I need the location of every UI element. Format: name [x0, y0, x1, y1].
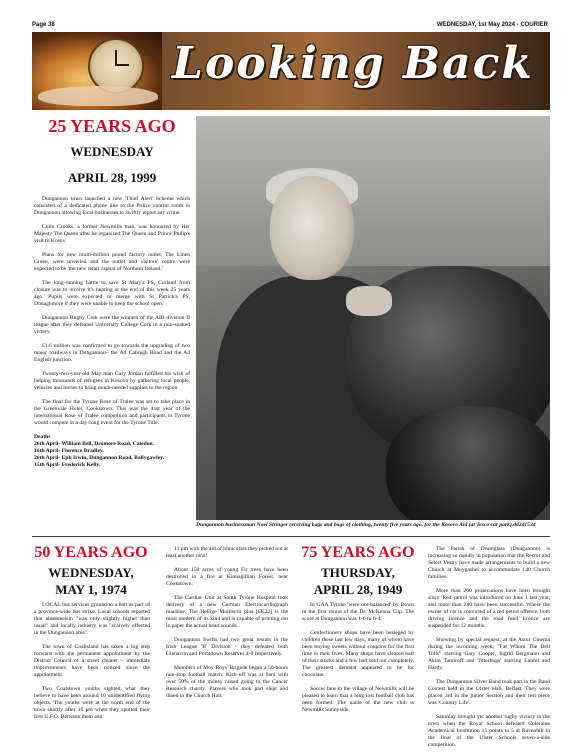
article-paragraph: Plans for new multi-million pound factory outlet, The Linen Green, were unveiled and the outlet and visitors' centre were expected to be 'the new retail capital of Northern Ireland.' — [34, 252, 190, 272]
article-paragraph: The final for the Tyrone Rose of Tralee was set to take place in the Greenvale Hotel, Cookstown. This was the 41st year of the international Rose of Tralee competition and participants in Tyrone would compete in a day-long event for the Tyrone Title. — [34, 399, 190, 426]
article-paragraph: The town of Coalisland has taken a big step forward with the permanent appointment by the District Council of a street cleaner – immediate improvements have been noticed since the appointment. — [34, 644, 150, 678]
article-paragraph: The Cardiac Unit at South Tyrone Hospital took delivery of a new German Electrocardiograph machine. The Hellige Multiscrit plus [£K22] is the most modern of its kind and is capable of printing out in paper the actual heart sounds. — [166, 595, 288, 629]
section-75-continued-column — [428, 546, 550, 756]
article-paragraph: The long-running battle to save St Mary's PS, Curland from closure was to receive it's hearing at the end of this week 25 years ago. Pupils were expected to merge with St Patrick's PS, Donaghmore if they were unable to keep the school open. — [34, 280, 190, 307]
section-50-column — [34, 602, 150, 728]
article-paragraph: Twenty-two-year-old May man Gary Jordan fulfilled his wish of helping thousands of refugees in Kosovo by gathering local people, vehicles and lorries to bring much-needed supplies to the region. — [34, 371, 190, 391]
section-75-column — [302, 602, 414, 721]
section-25-heading: 25 YEARS AGO — [48, 116, 176, 136]
article-paragraph: 11 pm with the aid of binoculars they picked out at least another nine! — [166, 546, 288, 559]
article-paragraph: The Dungannon Silver Band took part in the Band Contest held in the Ulster Hall, Belfast. They were placed 3rd in the junior Section and their test piece was 'Country Life'. — [428, 679, 550, 706]
article-paragraph: Dungannon town launched a new 'Thief Alert' Scheme which consisted of a dedicated phone line to the Police control room in Dungannon allowing local businesses to swiftly report any crime. — [34, 196, 190, 216]
article-paragraph: £1.6 million was confirmed to go towards the upgrading of two major roadways in Dungannon– the A4 Cabragh Road and the A4 English junction. — [34, 343, 190, 363]
news-photo — [196, 116, 550, 520]
page-number: Page 38 — [32, 22, 55, 28]
article-paragraph: Members of Moy Boys' Brigade began a 50-hours non-stop football match. Kick-off was at 9am with over 50% of the money raised going to the Cancer Research charity. Players who took part slept and dined in the Church Hall. — [166, 665, 288, 699]
article-paragraph: In GAA Tyrone 'were out-balanced' by Down in the first round of the Dr. McKenna Cup. The score at Dungannon was 1-6 to 6-4. — [302, 602, 414, 622]
article-paragraph: Showing by special request, at the Astor Cinema during the incoming week, "Fat Whom The Bell Tolls" starring Gary Cooper, Ingrid Bergmann and Akim Tamiroff and 'Jitterbugs' starring Laurel and Hardy. — [428, 637, 550, 671]
page-header — [32, 22, 548, 32]
hand-icon — [38, 86, 158, 106]
section-50-date: MAY 1, 1974 — [55, 582, 127, 597]
article-paragraph: More than 260 prosecutions have been brought since 'Red' petrol was introduced on June 1 last year, and more than 240 have been successful. Where the owner of car is convicted of a red petrol offence, both driving licence and the road fund licence are suspended for 12 months. — [428, 588, 550, 629]
death-entry: 26th April- Eph Irwin, Dungannon Road, Ballygawley. — [34, 455, 165, 461]
article-paragraph: About 150 acres of young Fir trees have been destroyed in a fire at Kinnagillian Forest, near Cookstown. — [166, 567, 288, 587]
section-50-continued-column — [166, 546, 288, 707]
section-divider — [32, 536, 550, 537]
section-50-day: WEDNESDAY, — [48, 565, 134, 580]
article-paragraph: Two Coalstown youths sighted what they believe to have been around 10 unidentified flying objects. The youths were at the north end of the town shortly after 10 pm when they spotted their first U.F.O. Between them and — [34, 686, 150, 720]
section-50-heading: 50 YEARS AGO — [34, 544, 148, 561]
photo-face — [270, 176, 354, 280]
article-paragraph: Dungannon Swifts had two great results in the Irish League 'B' Division - they defeated both Glenavon and Portadown Reserves 4-0 respectively. — [166, 637, 288, 657]
death-entry: 15th April- Frederick Kelly. — [34, 462, 101, 468]
article-paragraph: Colin Crooks, a former Newmills man, was honoured by Her Majesty The Queen after he organised The Queen and Prince Philip's visit to Kosov. — [34, 224, 190, 244]
looking-back-banner — [32, 32, 550, 110]
article-paragraph: LOCAL bus services ground to a halt as part of a province-wide bus strike. Local schools reported that absenteeism "was only slightly higher than usual" and locally industry was "scarcely effected in the Dungannon area". — [34, 602, 150, 636]
article-paragraph: Soccer fans in the village of Newmills will be pleased to learn that a long lost football club has been formed. The name of the new club is Newmills Sunnyside. — [302, 686, 414, 713]
paper-date: WEDNESDAY, 1st May 2024 - COURIER — [436, 22, 548, 28]
article-paragraph: Saturday brought yet another rugby victory to the town when the Royal School defeated Coleraine Academical Institution 15 points to 5 at Ravenhill in the final of the Ulster Schools seven-a-side competition. — [428, 714, 550, 748]
section-25-day: WEDNESDAY — [70, 144, 154, 159]
death-entry: 26th April- William Bell, Dromore Road, Caledon. — [34, 441, 155, 447]
photo-caption: Dungannon businessman Noel Stringer receiving bags and bags of clothing, twenty five years ago, for the Kosovo Aid (at Tesco car park).dd241534 — [196, 522, 536, 528]
section-25-column — [34, 196, 190, 469]
photo-bag — [386, 406, 550, 520]
death-entry: 16th April- Florence Bradley. — [34, 448, 104, 454]
article-paragraph: The Parish of Drumglass (Dungannon) is increasing so rapidly in population that the Rector and Select Vestry have made arrangements to build a new Church at Moygashel to accommodate 140 Church families. — [428, 546, 550, 580]
section-25-date: APRIL 28, 1999 — [67, 170, 157, 185]
section-75-date: APRIL 28, 1949 — [313, 582, 403, 597]
deaths-title: Deaths — [34, 434, 51, 440]
article-paragraph: Confectionery shops have been besieged by children these last few days, many of whom have been buying sweets without coupons for the first time in their lives. Many shops have cleared half of their stocks and a few had sold out completely. The greatest demand appeared to be for chocolate. — [302, 630, 414, 678]
section-75-heading: 75 YEARS AGO — [301, 544, 415, 561]
banner-title: Looking Back — [172, 38, 534, 89]
section-75-day: THURSDAY, — [321, 565, 395, 580]
article-paragraph: Dungannon Rugby Club were the winners of the AIB division II league after they defeated University College Cork in a rain-soaked victory. — [34, 315, 190, 335]
